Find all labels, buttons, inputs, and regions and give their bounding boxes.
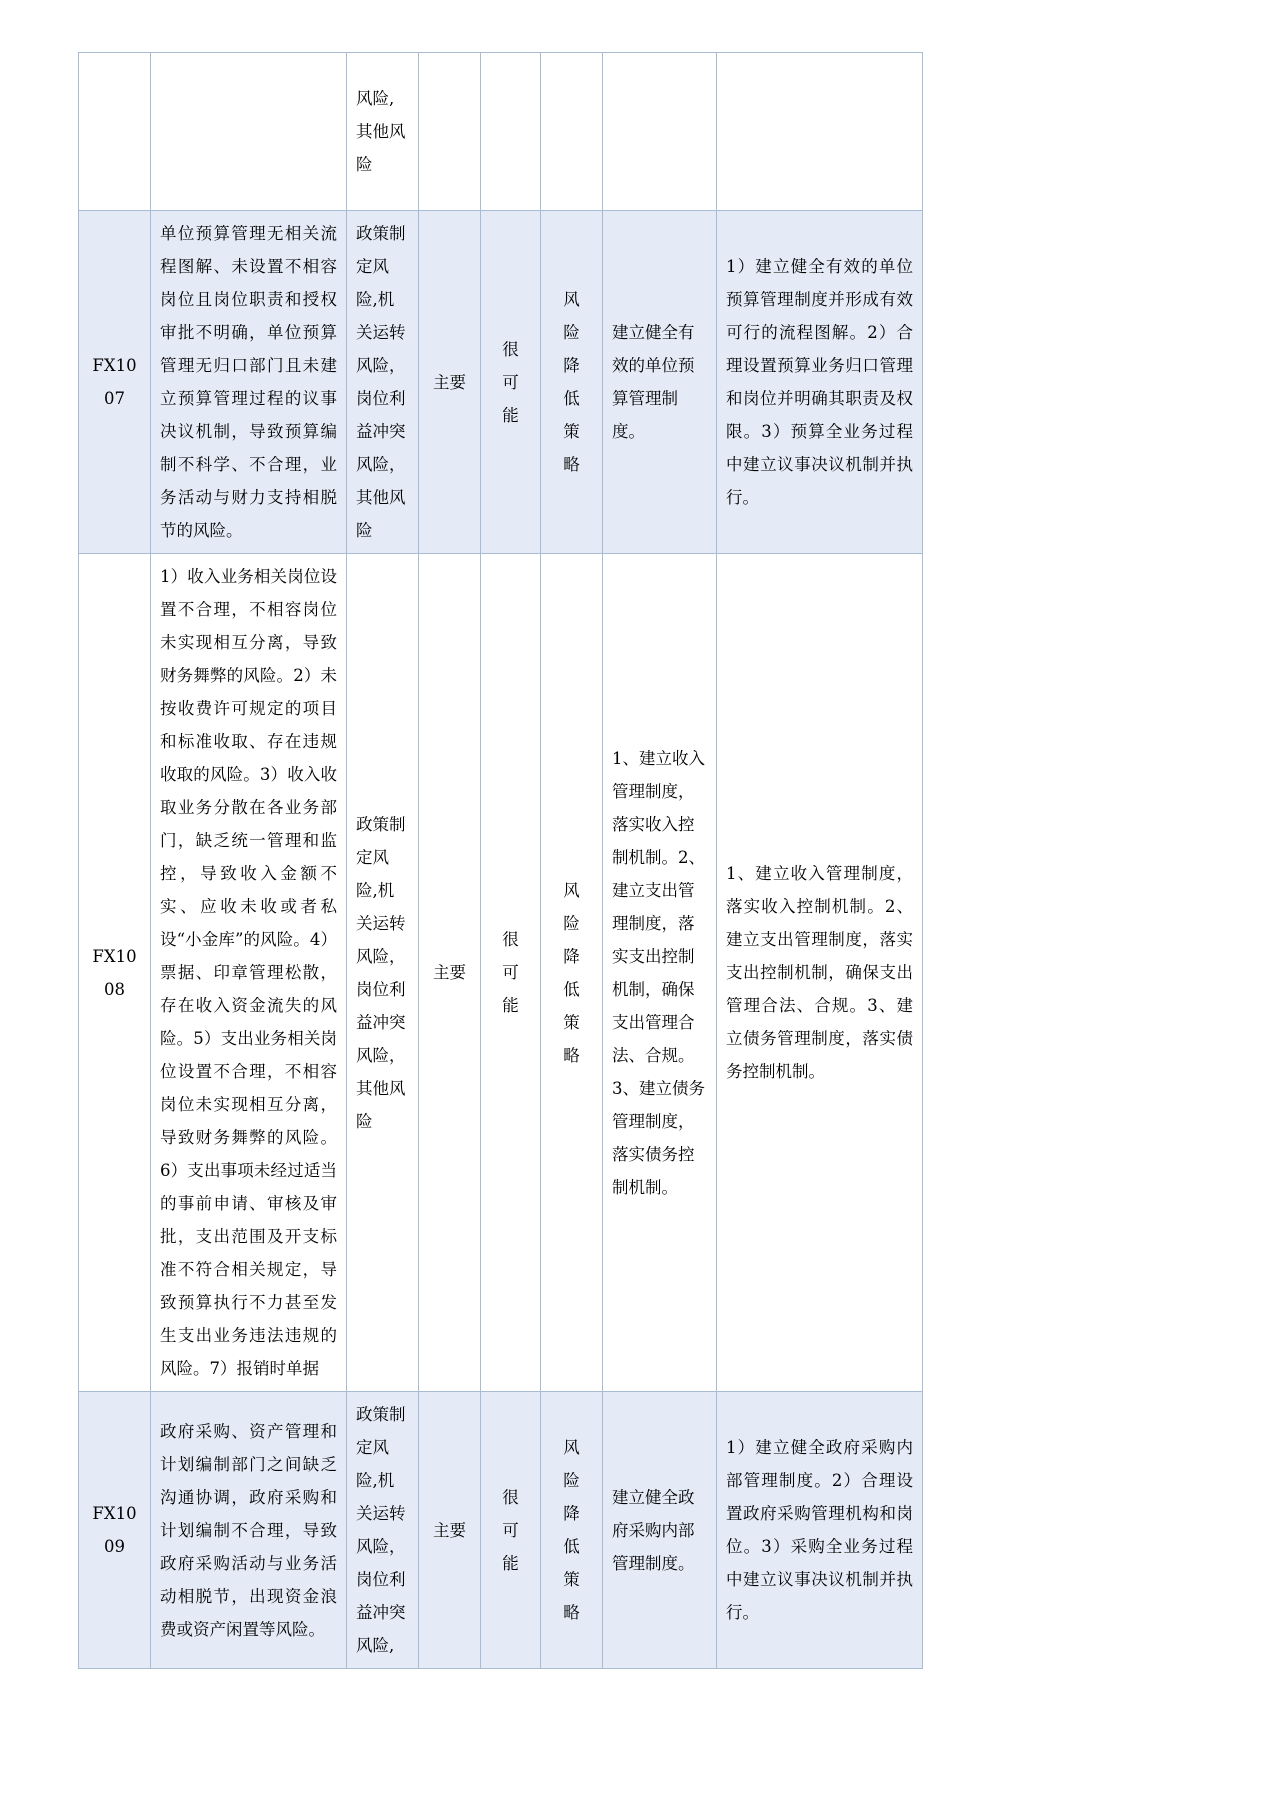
risk-type-line: 益冲突	[356, 1603, 406, 1622]
risk-type-line: 险,机	[356, 1471, 395, 1490]
strategy-text: 风险降低策略	[563, 1438, 580, 1622]
cell-control-measure: 建立健全政府采购内部管理制度。	[603, 1392, 717, 1669]
risk-type-line: 关运转	[356, 1504, 406, 1523]
table-row	[79, 554, 923, 1392]
table-row	[79, 53, 923, 211]
risk-type-line: 政策制	[356, 814, 406, 834]
risk-type-line: 益冲突	[356, 422, 406, 441]
risk-type-line: 险,机	[356, 290, 395, 309]
cell-control-measure: 1、建立收入管理制度，落实收入控制机制。2、建立支出管理制度，落实支出控制机制，确保支出管理合法、合规。3、建立债务管理制度，落实债务控制机制。	[603, 554, 717, 1392]
cell-risk-description	[151, 53, 347, 211]
cell-control-plan: 1、建立收入管理制度，落实收入控制机制。2、建立支出管理制度，落实支出控制机制，确保支出管理合法、合规。3、建立债务管理制度，落实债务控制机制。	[717, 554, 923, 1392]
risk-type-line: 险	[356, 155, 373, 174]
strategy-text: 风险降低策略	[563, 290, 580, 474]
probability-text: 很可能	[502, 1487, 519, 1573]
strategy-text: 风险降低策略	[563, 880, 580, 1065]
cell-risk-probability	[481, 554, 541, 1392]
probability-text: 很可能	[502, 339, 519, 425]
cell-risk-strategy	[541, 211, 603, 554]
risk-type-line: 关运转	[356, 323, 406, 342]
risk-register-table	[78, 52, 923, 1669]
table-row	[79, 211, 923, 554]
risk-type-line: 险	[356, 521, 373, 540]
risk-type-line: 险,机	[356, 880, 395, 900]
cell-risk-level: 主要	[419, 1392, 481, 1669]
cell-control-measure	[603, 53, 717, 211]
cell-risk-code: FX1008	[79, 554, 151, 1392]
cell-risk-strategy	[541, 1392, 603, 1669]
risk-type-line: 政策制	[356, 1405, 406, 1424]
cell-risk-code: FX1007	[79, 211, 151, 554]
risk-type-line: 岗位利	[356, 389, 406, 408]
cell-risk-code: FX1009	[79, 1392, 151, 1669]
risk-type-line: 风险，	[356, 946, 406, 966]
cell-risk-type	[347, 211, 419, 554]
cell-control-measure: 建立健全有效的单位预算管理制度。	[603, 211, 717, 554]
cell-risk-level: 主要	[419, 554, 481, 1392]
risk-type-line: 其他风	[356, 488, 406, 507]
risk-type-line: 其他风	[356, 122, 406, 141]
cell-risk-probability	[481, 1392, 541, 1669]
probability-text: 很可能	[502, 930, 519, 1015]
cell-risk-strategy	[541, 53, 603, 211]
cell-risk-type	[347, 1392, 419, 1669]
table-body	[79, 53, 923, 1669]
risk-type-line: 险	[356, 1111, 373, 1131]
cell-risk-level: 主要	[419, 211, 481, 554]
cell-control-plan: 1）建立健全有效的单位预算管理制度并形成有效可行的流程图解。2）合理设置预算业务归口管理和岗位并明确其职责及权限。3）预算全业务过程中建立议事决议机制并执行。	[717, 211, 923, 554]
risk-type-line: 政策制	[356, 224, 406, 243]
risk-type-line: 定风	[356, 847, 389, 867]
cell-risk-description: 政府采购、资产管理和计划编制部门之间缺乏沟通协调，政府采购和计划编制不合理，导致政府采购活动与业务活动相脱节，出现资金浪费或资产闲置等风险。	[151, 1392, 347, 1669]
risk-type-line: 岗位利	[356, 1570, 406, 1589]
risk-type-line: 岗位利	[356, 979, 406, 999]
cell-control-plan: 1）建立健全政府采购内部管理制度。2）合理设置政府采购管理机构和岗位。3）采购全业务过程中建立议事决议机制并执行。	[717, 1392, 923, 1669]
cell-risk-strategy	[541, 554, 603, 1392]
cell-risk-description: 1）收入业务相关岗位设置不合理，不相容岗位未实现相互分离，导致财务舞弊的风险。2）未按收费许可规定的项目和标准收取、存在违规收取的风险。3）收入收取业务分散在各业务部门，缺乏统一管理和监控，导致收入金额不实、应收未收或者私设“小金库”的风险。4）票据、印章管理松散，存在收入资金流失的风险。5）支出业务相关岗位设置不合理，不相容岗位未实现相互分离，导致财务舞弊的风险。6）支出事项未经过适当的事前申请、审核及审批，支出范围及开支标准不符合相关规定，导致预算执行不力甚至发生支出业务违法违规的风险。7）报销时单据	[151, 554, 347, 1392]
risk-type-line: 其他风	[356, 1078, 406, 1098]
cell-risk-type	[347, 53, 419, 211]
cell-risk-probability	[481, 53, 541, 211]
risk-type-line: 风险，	[356, 1537, 406, 1556]
cell-risk-type	[347, 554, 419, 1392]
risk-type-line: 风险，	[356, 356, 406, 375]
risk-type-line: 定风	[356, 257, 389, 276]
cell-risk-description: 单位预算管理无相关流程图解、未设置不相容岗位且岗位职责和授权审批不明确，单位预算管理无归口部门且未建立预算管理过程的议事决议机制，导致预算编制不科学、不合理，业务活动与财力支持相脱节的风险。	[151, 211, 347, 554]
risk-type-line: 关运转	[356, 913, 406, 933]
risk-type-line: 定风	[356, 1438, 389, 1457]
cell-control-plan	[717, 53, 923, 211]
cell-risk-code	[79, 53, 151, 211]
cell-risk-probability	[481, 211, 541, 554]
risk-type-line: 风险，	[356, 1045, 406, 1065]
cell-risk-level	[419, 53, 481, 211]
risk-type-line: 风险，	[356, 455, 406, 474]
table-row	[79, 1392, 923, 1669]
risk-type-line: 风险,	[356, 89, 395, 108]
risk-type-line: 风险,	[356, 1636, 395, 1655]
risk-type-line: 益冲突	[356, 1012, 406, 1032]
